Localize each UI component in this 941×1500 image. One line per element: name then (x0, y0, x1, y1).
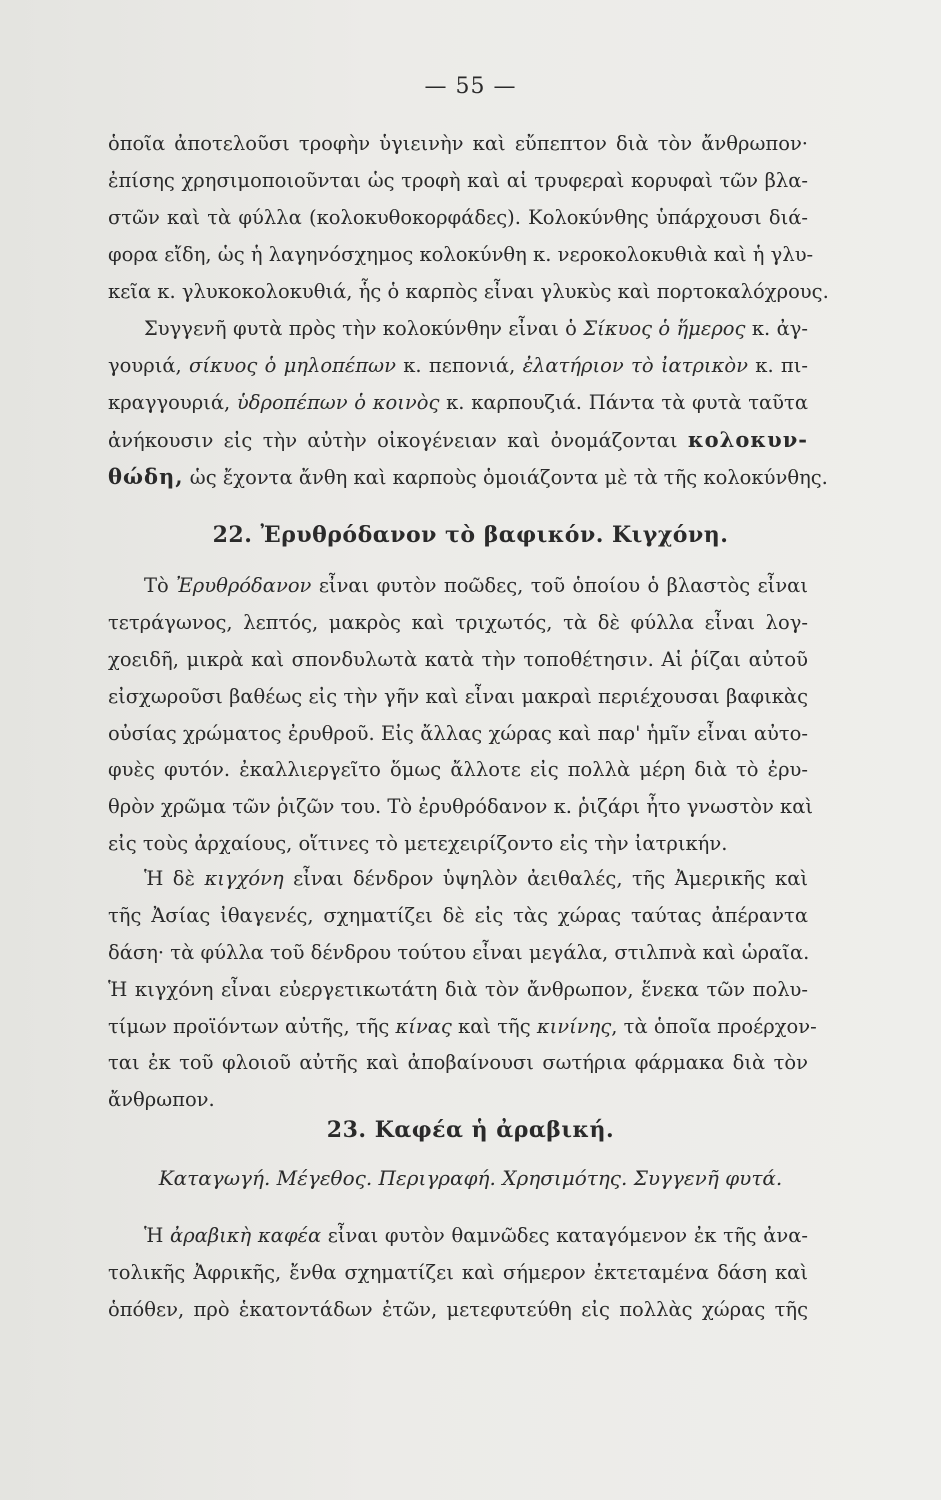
section-heading-23: 23. Καφέα ἡ ἀραβική. (326, 1117, 615, 1143)
text-line: ἐπίσης χρησιμοποιοῦνται ὡς τροφὴ καὶ αἱ τρυφεραὶ κορυφαὶ τῶν βλα- (108, 168, 808, 192)
text-line: ται ἐκ τοῦ φλοιοῦ αὐτῆς καὶ ἀποβαίνουσι σωτήρια φάρμακα διὰ τὸν (108, 1051, 808, 1075)
section-subheading: Καταγωγή. Μέγεθος. Περιγραφή. Χρησιμότης. Συγγενῆ φυτά. (158, 1166, 783, 1190)
paragraph-3 (108, 568, 814, 863)
text-line: εἰσχωροῦσι βαθέως εἰς τὴν γῆν καὶ εἶναι μακραὶ περιέχουσαι βαφικὰς (108, 684, 808, 708)
text-line: κεῖα κ. γλυκοκολοκυθιά, ἧς ὁ καρπὸς εἶναι γλυκὺς καὶ πορτοκαλόχρους. (108, 279, 829, 303)
text-line: Τὸ Ἐρυθρόδανον εἶναι φυτὸν ποῶδες, τοῦ ὁποίου ὁ βλαστὸς εἶναι (144, 574, 808, 597)
text-line: φυὲς φυτόν. ἐκαλλιεργεῖτο ὅμως ἄλλοτε εἰς πολλὰ μέρη διὰ τὸ ἐρυ- (108, 758, 808, 782)
text-line: θρὸν χρῶμα τῶν ῥιζῶν του. Τὸ ἐρυθρόδανον κ. ῥιζάρι ἦτο γνωστὸν καὶ (108, 795, 814, 819)
text-line: Ἡ ἀραβικὴ καφέα εἶναι φυτὸν θαμνῶδες καταγόμενον ἐκ τῆς ἀνα- (144, 1224, 808, 1247)
text-line: εἰς τοὺς ἀρχαίους, οἵτινες τὸ μετεχειρίζοντο εἰς τὴν ἰατρικήν. (108, 832, 728, 856)
text-line: τίμων προϊόντων αὐτῆς, τῆς κίνας καὶ τῆς κινίνης, τὰ ὁποῖα προέρχον- (108, 1014, 817, 1038)
text-line: τῆς Ἀσίας ἰθαγενές, σχηματίζει δὲ εἰς τὰς χώρας ταύτας ἀπέραντα (108, 903, 808, 927)
section-heading-22: 22. Ἐρυθρόδανον τὸ βαφικόν. Κιγχόνη. (212, 522, 729, 548)
text-line: χοειδῆ, μικρὰ καὶ σπονδυλωτὰ κατὰ τὴν τοποθέτησιν. Αἱ ῥίζαι αὐτοῦ (108, 647, 808, 671)
text-line: ἀνήκουσιν εἰς τὴν αὐτὴν οἰκογένειαν καὶ ὀνομάζονται κολοκυν- (108, 426, 808, 452)
text-line: δάση· τὰ φύλλα τοῦ δένδρου τούτου εἶναι μεγάλα, στιλπνὰ καὶ ὡραῖα. (108, 940, 810, 964)
text-line: γουριά, σίκυος ὁ μηλοπέπων κ. πεπονιά, ἐλατήριον τὸ ἰατρικὸν κ. πι- (108, 353, 808, 377)
text-line: ὁποῖα ἀποτελοῦσι τροφὴν ὑγιεινὴν καὶ εὔπεπτον διὰ τὸν ἄνθρωπον· (108, 132, 808, 155)
paragraph-1 (108, 126, 829, 310)
text-line: Ἡ κιγχόνη εἶναι εὐεργετικωτάτη διὰ τὸν ἄνθρωπον, ἕνεκα τῶν πολυ- (108, 977, 808, 1001)
text-line: φορα εἴδη, ὡς ἡ λαγηνόσχημος κολοκύνθη κ. νεροκολοκυθιὰ καὶ ἡ γλυ- (108, 242, 814, 266)
text-line: στῶν καὶ τὰ φύλλα (κολοκυθοκορφάδες). Κολοκύνθης ὑπάρχουσι διά- (108, 205, 808, 229)
paragraph-4 (108, 861, 817, 1119)
text-line: Ἡ δὲ κιγχόνη εἶναι δένδρον ὑψηλὸν ἀειθαλές, τῆς Ἀμερικῆς καὶ (144, 867, 809, 890)
text-line: ἄνθρωπον. (108, 1088, 215, 1112)
text-line: Συγγενῆ φυτὰ πρὸς τὴν κολοκύνθην εἶναι ὁ Σίκυος ὁ ἥμερος κ. ἀγ- (144, 317, 808, 340)
text-line: κραγγουριά, ὑδροπέπων ὁ κοινὸς κ. καρπουζιά. Πάντα τὰ φυτὰ ταῦτα (108, 390, 808, 414)
text-line: ὁπόθεν, πρὸ ἑκατοντάδων ἐτῶν, μετεφυτεύθη εἰς πολλὰς χώρας τῆς (108, 1297, 808, 1321)
text-line: θώδη, ὡς ἔχοντα ἄνθη καὶ καρποὺς ὁμοιάζοντα μὲ τὰ τῆς κολοκύνθης. (108, 463, 828, 489)
paragraph-5 (108, 1218, 808, 1329)
text-line: τολικῆς Ἀφρικῆς, ἔνθα σχηματίζει καὶ σήμερον ἐκτεταμένα δάση καὶ (108, 1260, 808, 1284)
text-line: οὐσίας χρώματος ἐρυθροῦ. Εἰς ἄλλας χώρας καὶ παρ' ἡμῖν εἶναι αὐτο- (108, 721, 808, 745)
paragraph-2 (108, 311, 828, 495)
page-number: — 55 — (424, 74, 517, 99)
text-line: τετράγωνος, λεπτός, μακρὸς καὶ τριχωτός, τὰ δὲ φύλλα εἶναι λογ- (108, 610, 808, 634)
